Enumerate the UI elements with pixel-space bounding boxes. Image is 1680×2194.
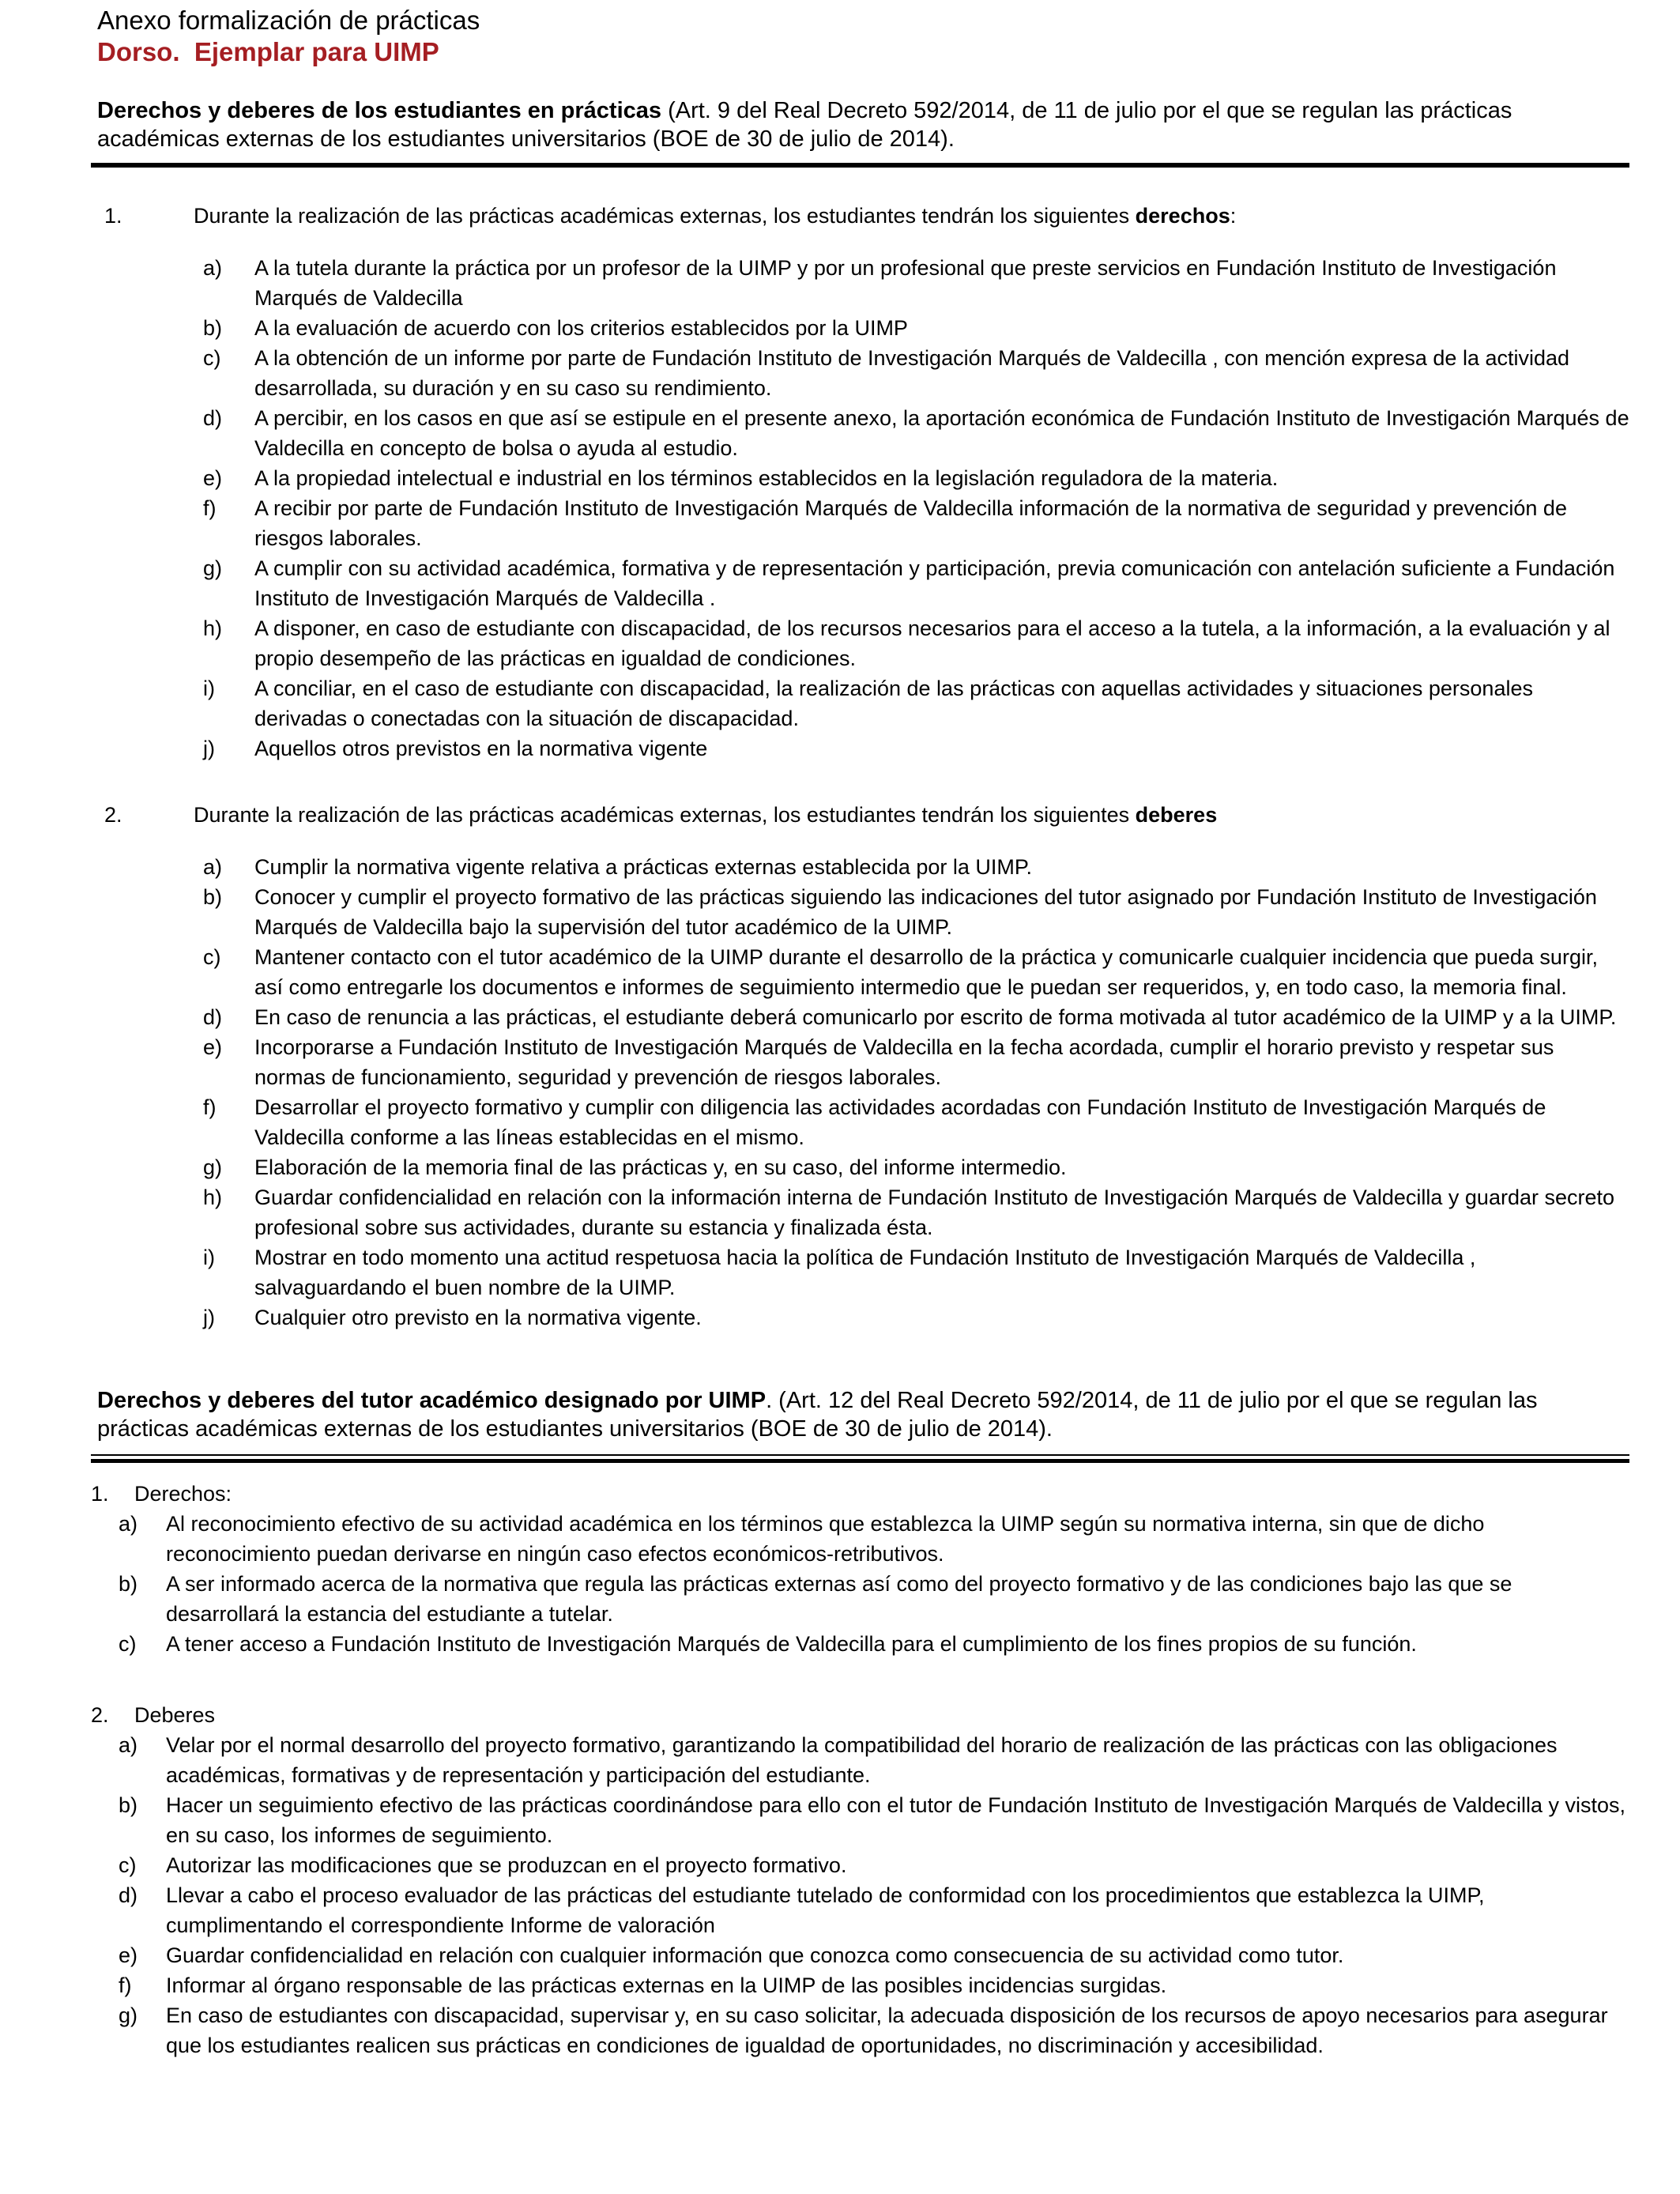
item-letter: d)	[203, 1005, 223, 1029]
item-text: Desarrollar el proyecto formativo y cumplir con diligencia las actividades acordadas con Fundación Instituto de Investigación Marqués de Valdecilla conforme a las líneas establecidas en el mismo.	[254, 1095, 1546, 1149]
list-item	[91, 942, 1629, 1002]
item-text: A disponer, en caso de estudiante con discapacidad, de los recursos necesarios para el acceso a la tutela, a la información, a la evaluación y al propio desempeño de las prácticas en igualdad de condiciones.	[254, 616, 1610, 670]
list-item	[91, 253, 1629, 313]
item-letter: a)	[203, 855, 223, 879]
list-item	[91, 553, 1629, 613]
item-letter: b)	[119, 1572, 138, 1596]
item-letter: c)	[119, 1632, 137, 1656]
item-text: Mostrar en todo momento una actitud respetuosa hacia la política de Fundación Instituto de Investigación Marqués de Valdecilla , salvaguardando el buen nombre de la UIMP.	[254, 1246, 1476, 1299]
item-letter: h)	[203, 1186, 223, 1209]
list-item	[91, 1242, 1629, 1302]
tutor-deberes-intro	[91, 1700, 1629, 1730]
list-item	[91, 1509, 1629, 1569]
list-item	[91, 463, 1629, 493]
list-item	[91, 2000, 1629, 2060]
item-text: En caso de estudiantes con discapacidad, supervisar y, en su caso solicitar, la adecuada disposición de los recursos de apoyo necesarios para asegurar que los estudiantes realicen sus prácticas en condiciones de igualdad de oportunidades, no discriminación y accesibilidad.	[166, 2004, 1608, 2057]
item-text: Guardar confidencialidad en relación con la información interna de Fundación Instituto de Investigación Marqués de Valdecilla y guardar secreto profesional sobre sus actividades, durante su estancia y finalizada ésta.	[254, 1186, 1615, 1239]
item-text: Llevar a cabo el proceso evaluador de las prácticas del estudiante tutelado de conformidad con los procedimientos que establezca la UIMP, cumplimentando el correspondiente Informe de valoración	[166, 1883, 1485, 1937]
tutor-section-heading	[91, 1386, 1629, 1443]
item-letter: c)	[119, 1853, 137, 1877]
item-letter: d)	[203, 406, 223, 430]
students-heading-bold: Derechos y deberes de los estudiantes en prácticas	[97, 98, 662, 123]
students-deberes-intro	[91, 800, 1629, 830]
students-deberes-list	[91, 852, 1629, 1333]
item-text: A la obtención de un informe por parte de Fundación Instituto de Investigación Marqués de Valdecilla , con mención expresa de la actividad desarrollada, su duración y en su caso su rendimiento.	[254, 346, 1570, 400]
list-item	[91, 313, 1629, 343]
list-item	[91, 403, 1629, 463]
item-text: A tener acceso a Fundación Instituto de Investigación Marqués de Valdecilla para el cumplimiento de los fines propios de su función.	[166, 1632, 1417, 1656]
list-item	[91, 882, 1629, 942]
list-item	[91, 1002, 1629, 1032]
item-text: Hacer un seguimiento efectivo de las prácticas coordinándose para ello con el tutor de Fundación Instituto de Investigación Marqués de Valdecilla y vistos, en su caso, los informes de seguimiento.	[166, 1793, 1626, 1847]
section-label: Deberes	[134, 1703, 216, 1727]
item-text: En caso de renuncia a las prácticas, el estudiante deberá comunicarlo por escrito de forma motivada al tutor académico de la UIMP y a la UIMP.	[254, 1005, 1617, 1029]
document-subtitle: Dorso. Ejemplar para UIMP	[97, 37, 439, 66]
intro-number: 1.	[91, 1482, 109, 1506]
item-letter: b)	[119, 1793, 138, 1817]
list-item	[91, 613, 1629, 673]
list-item	[91, 1092, 1629, 1152]
item-letter: e)	[203, 466, 223, 490]
list-item	[91, 1790, 1629, 1850]
item-letter: b)	[203, 885, 223, 909]
intro-text: Durante la realización de las prácticas académicas externas, los estudiantes tendrán los siguientes	[194, 803, 1136, 827]
intro-bold-word: deberes	[1135, 803, 1218, 827]
list-item	[91, 852, 1629, 882]
item-letter: e)	[119, 1943, 138, 1967]
tutor-deberes-list	[91, 1730, 1629, 2060]
item-text: A recibir por parte de Fundación Instituto de Investigación Marqués de Valdecilla información de la normativa de seguridad y prevención de riesgos laborales.	[254, 496, 1567, 550]
list-item	[91, 1880, 1629, 1940]
list-item	[91, 1629, 1629, 1659]
list-item	[91, 1940, 1629, 1970]
list-item	[91, 1850, 1629, 1880]
list-item	[91, 733, 1629, 763]
item-letter: d)	[119, 1883, 138, 1907]
list-item	[91, 1569, 1629, 1629]
tutor-derechos-intro	[91, 1479, 1629, 1509]
item-text: Aquellos otros previstos en la normativa vigente	[254, 737, 708, 760]
item-text: Incorporarse a Fundación Instituto de Investigación Marqués de Valdecilla en la fecha acordada, cumplir el horario previsto y respetar sus normas de funcionamiento, seguridad y prevención de riesgos laborales.	[254, 1035, 1554, 1089]
intro-number: 2.	[91, 1703, 109, 1727]
item-letter: f)	[119, 1973, 132, 1997]
list-item	[91, 343, 1629, 403]
intro-text: Durante la realización de las prácticas académicas externas, los estudiantes tendrán los siguientes	[194, 204, 1136, 228]
item-text: Al reconocimiento efectivo de su actividad académica en los términos que establezca la UIMP según su normativa interna, sin que de dicho reconocimiento puedan derivarse en ningún caso efectos económicos-retributivos.	[166, 1512, 1485, 1566]
list-item	[91, 1302, 1629, 1333]
section-label: Derechos:	[134, 1482, 232, 1506]
item-letter: g)	[203, 556, 223, 580]
item-letter: f)	[203, 1095, 217, 1119]
list-item	[91, 1032, 1629, 1092]
item-letter: b)	[203, 316, 223, 340]
list-item	[91, 1182, 1629, 1242]
item-text: Cualquier otro previsto en la normativa vigente.	[254, 1306, 702, 1329]
students-derechos-intro	[91, 201, 1629, 231]
list-item	[91, 1152, 1629, 1182]
item-letter: a)	[119, 1512, 138, 1536]
item-letter: a)	[203, 256, 223, 280]
item-letter: c)	[203, 945, 221, 969]
tutor-heading-bold: Derechos y deberes del tutor académico designado por UIMP	[97, 1388, 767, 1413]
students-section-heading	[91, 96, 1629, 153]
item-letter: j)	[203, 737, 215, 760]
item-letter: e)	[203, 1035, 223, 1059]
list-item	[91, 1970, 1629, 2000]
list-item	[91, 493, 1629, 553]
item-letter: g)	[203, 1155, 223, 1179]
item-letter: f)	[203, 496, 217, 520]
item-text: Guardar confidencialidad en relación con cualquier información que conozca como consecuencia de su actividad como tutor.	[166, 1943, 1344, 1967]
list-item	[91, 1730, 1629, 1790]
tutor-heading-rest: . (Art. 12 del Real Decreto 592/2014, de 11 de julio por el que se regulan las prácticas académicas externas de los estudiantes universitarios (BOE de 30 de julio de 2014).	[97, 1388, 1538, 1442]
item-letter: c)	[203, 346, 221, 370]
item-text: A conciliar, en el caso de estudiante con discapacidad, la realización de las prácticas con aquellas actividades y situaciones personales derivadas o conectadas con la situación de discapacidad.	[254, 677, 1533, 730]
item-text: A la tutela durante la práctica por un profesor de la UIMP y por un profesional que preste servicios en Fundación Instituto de Investigación Marqués de Valdecilla	[254, 256, 1557, 310]
heading-rule	[91, 1454, 1629, 1463]
item-letter: j)	[203, 1306, 215, 1329]
item-text: Velar por el normal desarrollo del proyecto formativo, garantizando la compatibilidad del horario de realización de las prácticas con las obligaciones académicas, formativas y de representación y participación del estudiante.	[166, 1733, 1558, 1787]
students-derechos-list	[91, 253, 1629, 763]
item-letter: h)	[203, 616, 223, 640]
item-text: Mantener contacto con el tutor académico de la UIMP durante el desarrollo de la práctica y comunicarle cualquier incidencia que pueda surgir, así como entregarle los documentos e informes de seguimiento intermedio que le puedan ser requeridos, y, en todo caso, la memoria final.	[254, 945, 1598, 999]
item-text: A ser informado acerca de la normativa que regula las prácticas externas así como del proyecto formativo y de las condiciones bajo las que se desarrollará la estancia del estudiante a tutelar.	[166, 1572, 1512, 1626]
document-pretitle: Anexo formalización de prácticas	[97, 6, 480, 35]
item-text: A la propiedad intelectual e industrial en los términos establecidos en la legislación reguladora de la materia.	[254, 466, 1279, 490]
item-text: A percibir, en los casos en que así se estipule en el presente anexo, la aportación económica de Fundación Instituto de Investigación Marqués de Valdecilla en concepto de bolsa o ayuda al estudio.	[254, 406, 1629, 460]
item-text: A cumplir con su actividad académica, formativa y de representación y participación, previa comunicación con antelación suficiente a Fundación Instituto de Investigación Marqués de Valdecilla .	[254, 556, 1615, 610]
item-text: Cumplir la normativa vigente relativa a prácticas externas establecida por la UIMP.	[254, 855, 1032, 879]
item-text: Elaboración de la memoria final de las prácticas y, en su caso, del informe intermedio.	[254, 1155, 1067, 1179]
item-letter: a)	[119, 1733, 138, 1757]
item-letter: g)	[119, 2004, 138, 2027]
intro-tail: :	[1230, 204, 1237, 228]
intro-number: 1.	[104, 204, 122, 228]
intro-number: 2.	[104, 803, 122, 827]
item-text: Autorizar las modificaciones que se produzcan en el proyecto formativo.	[166, 1853, 847, 1877]
intro-bold-word: derechos	[1135, 204, 1230, 228]
item-text: Informar al órgano responsable de las prácticas externas en la UIMP de las posibles incidencias surgidas.	[166, 1973, 1167, 1997]
item-text: A la evaluación de acuerdo con los criterios establecidos por la UIMP	[254, 316, 908, 340]
item-text: Conocer y cumplir el proyecto formativo de las prácticas siguiendo las indicaciones del tutor asignado por Fundación Instituto de Investigación Marqués de Valdecilla bajo la supervisión del tutor académico de la UIMP.	[254, 885, 1597, 939]
tutor-derechos-list	[91, 1509, 1629, 1659]
heading-rule	[91, 163, 1629, 168]
item-letter: i)	[203, 1246, 215, 1269]
list-item	[91, 673, 1629, 733]
students-heading-rest: (Art. 9 del Real Decreto 592/2014, de 11 de julio por el que se regulan las prácticas académicas externas de los estudiantes universitarios (BOE de 30 de julio de 2014).	[97, 98, 1512, 152]
item-letter: i)	[203, 677, 215, 700]
